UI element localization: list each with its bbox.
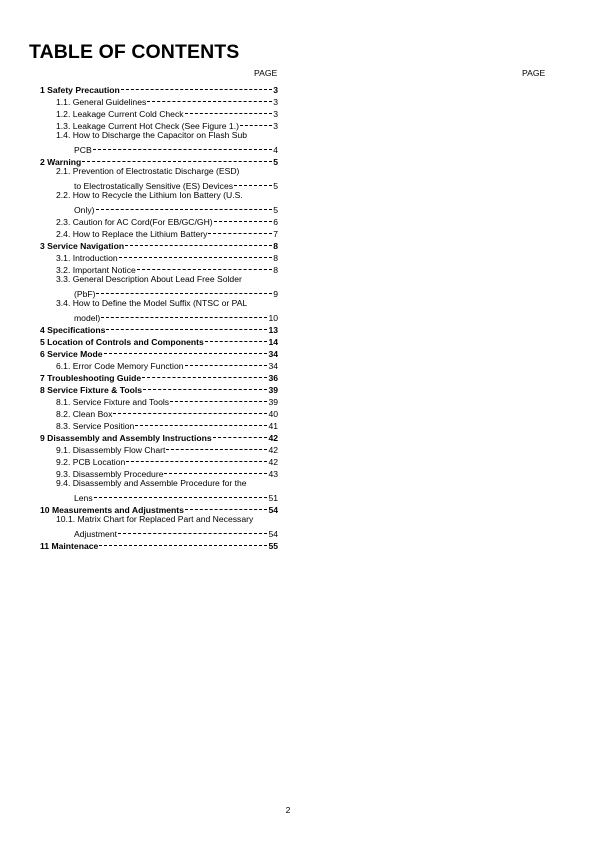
toc-page-number: 55 [268,541,278,551]
toc-leader-dots [104,345,268,357]
toc-leader-dots [137,261,272,273]
toc-entry-title: 3.4. How to Define the Model Suffix (NTSC or PAL [56,298,248,308]
toc-entry-title: 1.1. General Guidelines [56,97,147,107]
toc-leader-dots [101,309,267,321]
toc-page-number: 40 [268,409,278,419]
toc-page-number: 13 [268,325,278,335]
toc-page-number: 54 [268,529,278,539]
toc-entry-title: 8.1. Service Fixture and Tools [56,397,170,407]
toc-entry-title: Adjustment [74,529,117,539]
toc-entry-title: 9 Disassembly and Assembly Instructions [40,433,212,443]
toc-leader-dots [185,357,268,369]
toc-leader-dots [214,213,273,225]
toc-leader-dots [170,393,267,405]
toc-page-number: 5 [273,205,278,215]
toc-entry-title: 1.3. Leakage Current Hot Check (See Figure 1.) [56,121,239,131]
toc-leader-dots [96,285,272,297]
toc-entry-title: 9.4. Disassembly and Assemble Procedure for the [56,478,247,488]
toc-page-number: 3 [273,97,278,107]
toc-entry-title: 2.4. How to Replace the Lithium Battery [56,229,208,239]
page-column-header-left: PAGE [254,68,278,78]
toc-leader-dots [135,417,267,429]
toc-leader-dots [213,429,268,441]
toc-leader-dots [185,501,268,513]
toc-leader-dots [166,441,267,453]
toc-leader-dots [118,525,267,537]
toc-page-number: 8 [273,265,278,275]
toc-entry-title: 3.2. Important Notice [56,265,136,275]
toc-entry-title: 2 Warning [40,157,82,167]
toc-entry-title: 3 Service Navigation [40,241,125,251]
toc-entry-title: Lens [74,493,93,503]
toc-entry-title: Only) [74,205,95,215]
toc-entry-title: 8.2. Clean Box [56,409,113,419]
toc-page-number: 34 [268,349,278,359]
toc-page-number: 43 [268,469,278,479]
toc-entry-title: PCB [74,145,92,155]
footer-page-number: 2 [285,805,291,815]
toc-page-number: 41 [268,421,278,431]
toc-page-number: 5 [273,181,278,191]
toc-leader-dots [125,237,272,249]
toc-leader-dots [93,141,273,153]
toc-page-number: 9 [273,289,278,299]
toc-leader-dots [106,321,267,333]
toc-page-number: 10 [268,313,278,323]
toc-page-number: 51 [268,493,278,503]
toc-entry-title: 2.2. How to Recycle the Lithium Ion Battery (U.S. [56,190,243,200]
toc-entry-title: 9.2. PCB Location [56,457,126,467]
toc-leader-dots [147,93,272,105]
toc-page-number: 42 [268,445,278,455]
toc-page-number: 42 [268,457,278,467]
toc-page-number: 5 [273,157,278,167]
toc-entry-title: 7 Troubleshooting Guide [40,373,142,383]
toc-page-number: 42 [268,433,278,443]
toc-page-number: 36 [268,373,278,383]
toc-entry-title: 3.3. General Description About Lead Free Solder [56,274,242,284]
toc-page-number: 7 [273,229,278,239]
toc-leader-dots [240,117,272,129]
toc-leader-dots [142,369,267,381]
toc-page-number: 3 [273,121,278,131]
toc-entry-title: to Electrostatically Sensitive (ES) Devices [74,181,234,191]
toc-entry-title: 8 Service Fixture & Tools [40,385,143,395]
toc-page-number: 8 [273,253,278,263]
toc-leader-dots [126,453,267,465]
toc-leader-dots [99,537,267,549]
toc-entry-title: 10.1. Matrix Chart for Replaced Part and Necessary [56,514,254,524]
toc-entry-title: 1 Safety Precaution [40,85,120,95]
toc-entry-title: model) [74,313,101,323]
toc-entry-title: 11 Maintenace [40,541,99,551]
toc-entry-title: 3.1. Introduction [56,253,118,263]
toc-page-number: 54 [268,505,278,515]
page-title: TABLE OF CONTENTS [29,41,240,63]
toc-page-number: 3 [273,85,278,95]
toc-leader-dots [96,201,273,213]
toc-entry-title: 6 Service Mode [40,349,103,359]
toc-entry-title: 5 Location of Controls and Components [40,337,204,347]
toc-leader-dots [208,225,272,237]
toc-entry-title: 1.4. How to Discharge the Capacitor on Flash Sub [56,130,248,140]
toc-entry-title: 4 Specifications [40,325,106,335]
toc-page-number: 4 [273,145,278,155]
toc-entry-title: 8.3. Service Position [56,421,135,431]
toc-entry-title: 6.1. Error Code Memory Function [56,361,184,371]
toc-page-number: 8 [273,241,278,251]
toc-entry-title: 2.1. Prevention of Electrostatic Discharge (ESD) [56,166,240,176]
toc-entry-title: 9.3. Disassembly Procedure [56,469,164,479]
toc-leader-dots [234,177,272,189]
toc-page-number: 39 [268,385,278,395]
toc-page-number: 14 [268,337,278,347]
toc-page-number: 6 [273,217,278,227]
toc-leader-dots [94,489,268,501]
toc-leader-dots [164,465,267,477]
toc-leader-dots [205,333,268,345]
toc-entry-title: (PbF) [74,289,96,299]
toc-leader-dots [143,381,267,393]
toc-page-number: 39 [268,397,278,407]
toc-entry-title: 1.2. Leakage Current Cold Check [56,109,184,119]
toc-page-number: 3 [273,109,278,119]
toc-leader-dots [185,105,273,117]
toc-entry-title: 9.1. Disassembly Flow Chart [56,445,166,455]
toc-leader-dots [113,405,267,417]
toc-leader-dots [119,249,273,261]
toc-leader-dots [121,81,272,93]
toc-leader-dots [82,153,272,165]
toc-entry-title: 10 Measurements and Adjustments [40,505,184,515]
page-column-header-right: PAGE [522,68,546,78]
toc-entry-title: 2.3. Caution for AC Cord(For EB/GC/GH) [56,217,213,227]
toc-page-number: 34 [268,361,278,371]
